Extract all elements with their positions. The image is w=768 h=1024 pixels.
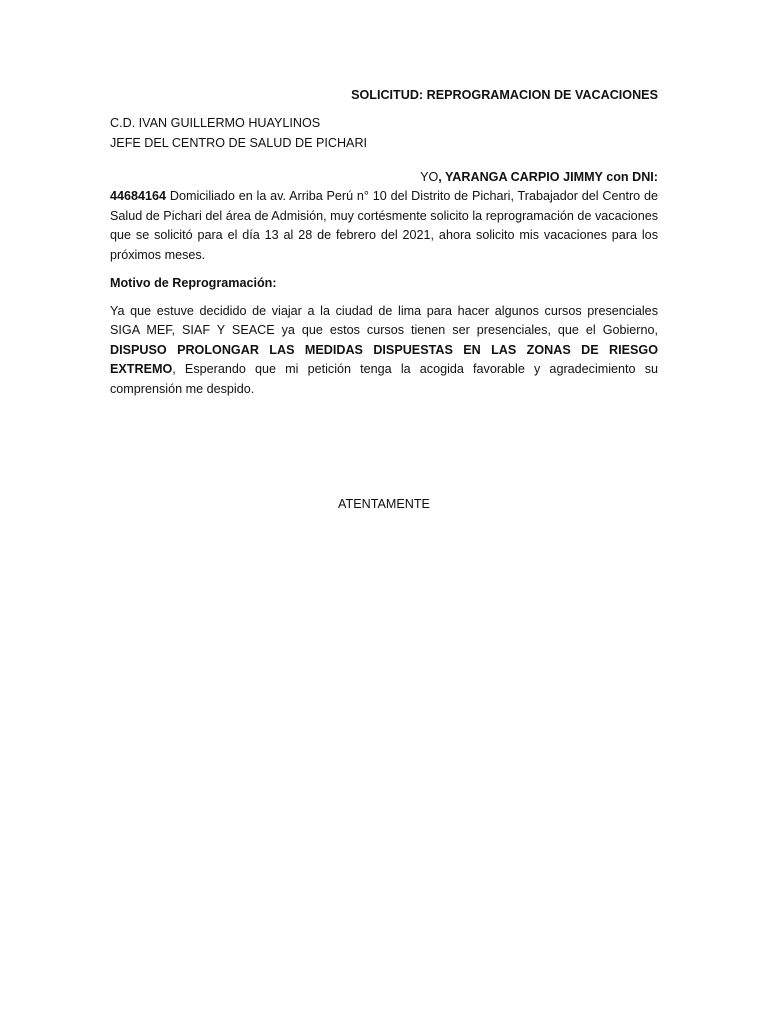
- applicant-dni: 44684164: [110, 189, 167, 204]
- addressee-name: C.D. IVAN GUILLERMO HUAYLINOS: [110, 116, 321, 130]
- intro-separator: ,: [438, 170, 446, 184]
- addressee-block: [110, 114, 367, 154]
- applicant-name: YARANGA CARPIO JIMMY con DNI:: [445, 170, 658, 184]
- intro-first-line: [110, 168, 658, 187]
- intro-paragraph: [110, 168, 658, 265]
- intro-text: Domiciliado en la av. Arriba Perú n° 10 del Distrito de Pichari, Trabajador del Centro de Salud de Pichari del área de Admisión, muy cortésmente solicito la reprogramación de vacaciones que se solicitó para el día 13 al 28 de febrero del 2021, ahora solicito mis vacaciones para los próximos meses.: [110, 189, 658, 262]
- intro-yo: YO: [420, 170, 439, 184]
- motivo-text-start: Ya que estuve decidido de viajar a la ciudad de lima para hacer algunos cursos presenciales SIGA MEF, SIAF Y SEACE ya que estos cursos tienen ser presenciales, que el Gobierno,: [110, 304, 658, 338]
- motivo-heading: Motivo de Reprogramación:: [110, 276, 277, 290]
- motivo-bold-text: DISPUSO PROLONGAR LAS MEDIDAS DISPUESTAS EN LAS ZONAS DE RIESGO EXTREMO: [110, 342, 658, 377]
- closing-text: ATENTAMENTE: [338, 497, 430, 511]
- motivo-paragraph: [110, 302, 658, 399]
- motivo-text-end: , Esperando que mi petición tenga la acogida favorable y agradecimiento su comprensión me despido.: [110, 362, 658, 396]
- addressee-position: JEFE DEL CENTRO DE SALUD DE PICHARI: [110, 136, 368, 150]
- document-title: SOLICITUD: REPROGRAMACION DE VACACIONES: [351, 88, 658, 102]
- intro-body: [110, 187, 658, 265]
